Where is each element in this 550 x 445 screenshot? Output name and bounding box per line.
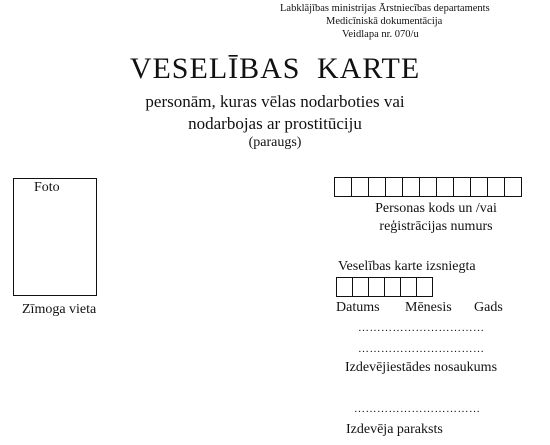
stamp-place-label: Zīmoga vieta: [22, 302, 97, 317]
personal-code-cell[interactable]: [351, 177, 369, 197]
issue-date-cell[interactable]: [352, 277, 369, 297]
subtitle-line-1: personām, kuras vēlas nodarboties vai: [145, 92, 405, 111]
personal-code-cell[interactable]: [385, 177, 403, 197]
date-year-label: Gads: [474, 300, 503, 315]
date-day-label: Datums: [336, 300, 380, 315]
fill-line-signature[interactable]: ……………………………: [354, 403, 481, 415]
sample-note: (paraugs): [248, 135, 302, 150]
personal-code-cell[interactable]: [487, 177, 505, 197]
issued-label: Veselības karte izsniegta: [338, 259, 476, 274]
page-title: VESELĪBAS KARTE: [129, 52, 421, 85]
documentation-header: Medicīniskā dokumentācija: [326, 16, 443, 27]
issue-date-cell[interactable]: [384, 277, 401, 297]
personal-code-boxes[interactable]: [334, 177, 521, 197]
issue-date-cell[interactable]: [368, 277, 385, 297]
issue-date-boxes[interactable]: [336, 277, 432, 297]
issue-date-cell[interactable]: [336, 277, 353, 297]
fill-line-institution[interactable]: ……………………………: [358, 343, 485, 355]
ministry-header: Labklājības ministrijas Ārstniecības departaments: [280, 3, 490, 14]
issuer-signature-label: Izdevēja paraksts: [346, 422, 443, 437]
institution-name-label: Izdevējiestādes nosaukums: [345, 360, 498, 375]
fill-line-1[interactable]: ……………………………: [358, 322, 485, 334]
subtitle-line-2: nodarbojas ar prostitūciju: [188, 114, 362, 133]
photo-label: Foto: [34, 180, 60, 195]
form-number: Veidlapa nr. 070/u: [342, 29, 419, 40]
personal-code-label-line-1: Personas kods un /vai: [375, 201, 497, 216]
date-month-label: Mēnesis: [405, 300, 452, 315]
issue-date-cell[interactable]: [400, 277, 417, 297]
personal-code-cell[interactable]: [470, 177, 488, 197]
issue-date-cell[interactable]: [416, 277, 433, 297]
personal-code-label-line-2: reģistrācijas numurs: [379, 219, 493, 234]
personal-code-cell[interactable]: [419, 177, 437, 197]
personal-code-cell[interactable]: [334, 177, 352, 197]
personal-code-cell[interactable]: [504, 177, 522, 197]
personal-code-cell[interactable]: [436, 177, 454, 197]
personal-code-cell[interactable]: [402, 177, 420, 197]
personal-code-cell[interactable]: [368, 177, 386, 197]
personal-code-cell[interactable]: [453, 177, 471, 197]
